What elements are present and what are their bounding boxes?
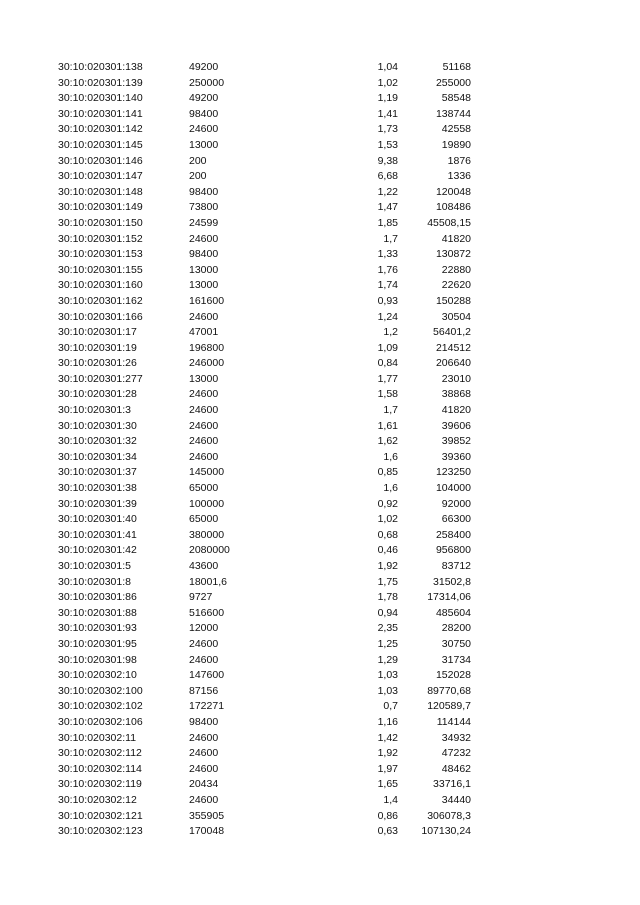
cadastral-number-cell: 30:10:020301:41 [58, 528, 137, 541]
coefficient-cell: 0,7 [383, 700, 398, 713]
table-row [0, 372, 640, 388]
cadastral-number-cell: 30:10:020301:86 [58, 591, 137, 604]
table-row [0, 497, 640, 513]
result-cell: 104000 [435, 482, 471, 495]
table-row [0, 185, 640, 201]
value-cell: 24599 [189, 216, 219, 229]
coefficient-cell: 0,86 [377, 809, 398, 822]
coefficient-cell: 0,92 [377, 497, 398, 510]
table-row [0, 465, 640, 481]
result-cell: 39852 [441, 435, 471, 448]
table-row [0, 793, 640, 809]
result-cell: 114144 [436, 715, 471, 728]
coefficient-cell: 0,94 [377, 606, 398, 619]
coefficient-cell: 1,42 [377, 731, 398, 744]
coefficient-cell: 1,6 [383, 482, 398, 495]
table-row [0, 559, 640, 575]
value-cell: 24600 [189, 388, 219, 401]
result-cell: 47232 [441, 747, 471, 760]
coefficient-cell: 1,65 [377, 778, 398, 791]
value-cell: 24600 [189, 731, 219, 744]
coefficient-cell: 1,62 [377, 435, 398, 448]
cadastral-number-cell: 30:10:020301:93 [58, 622, 137, 635]
cadastral-number-cell: 30:10:020301:3 [58, 404, 131, 417]
table-row [0, 590, 640, 606]
table-row [0, 341, 640, 357]
result-cell: 58548 [441, 92, 471, 105]
table-row [0, 575, 640, 591]
result-cell: 42558 [441, 123, 471, 136]
cadastral-number-cell: 30:10:020301:98 [58, 653, 137, 666]
value-cell: 196800 [189, 341, 225, 354]
value-cell: 49200 [189, 92, 219, 105]
cadastral-number-cell: 30:10:020301:5 [58, 560, 131, 572]
coefficient-cell: 1,25 [377, 637, 398, 650]
coefficient-cell: 1,02 [377, 76, 398, 89]
cadastral-number-cell: 30:10:020301:32 [58, 435, 137, 448]
table-row [0, 450, 640, 466]
cadastral-number-cell: 30:10:020302:102 [58, 700, 143, 713]
coefficient-cell: 1,73 [377, 123, 398, 136]
result-cell: 39360 [441, 450, 471, 463]
result-cell: 45508,15 [427, 216, 471, 229]
table-row [0, 356, 640, 372]
cadastral-number-cell: 30:10:020302:106 [58, 715, 143, 728]
value-cell: 12000 [189, 622, 219, 635]
coefficient-cell: 1,85 [377, 216, 398, 229]
cadastral-number-cell: 30:10:020301:160 [58, 279, 143, 292]
coefficient-cell: 1,22 [377, 185, 398, 198]
result-cell: 206640 [435, 357, 471, 370]
value-cell: 147600 [189, 669, 225, 682]
value-cell: 24600 [189, 404, 219, 417]
table-row [0, 621, 640, 637]
value-cell: 87156 [189, 684, 219, 697]
cadastral-number-cell: 30:10:020301:277 [58, 372, 143, 385]
cadastral-number-cell: 30:10:020301:95 [58, 637, 137, 650]
cadastral-number-cell: 30:10:020301:141 [58, 107, 143, 120]
table-row [0, 294, 640, 310]
coefficient-cell: 1,58 [377, 388, 398, 401]
spreadsheet-table [0, 60, 640, 840]
cadastral-number-cell: 30:10:020302:123 [58, 825, 143, 838]
cadastral-number-cell: 30:10:020301:150 [58, 216, 143, 229]
cadastral-number-cell: 30:10:020301:148 [58, 185, 143, 198]
table-row [0, 809, 640, 825]
coefficient-cell: 2,35 [377, 622, 398, 635]
value-cell: 65000 [189, 482, 219, 495]
cadastral-number-cell: 30:10:020301:19 [58, 341, 137, 354]
cadastral-number-cell: 30:10:020302:10 [58, 669, 137, 682]
coefficient-cell: 1,7 [383, 232, 398, 245]
coefficient-cell: 1,33 [377, 248, 398, 261]
result-cell: 107130,24 [421, 825, 471, 838]
table-row [0, 91, 640, 107]
result-cell: 1336 [447, 170, 471, 183]
result-cell: 92000 [441, 497, 471, 510]
coefficient-cell: 0,85 [377, 466, 398, 479]
result-cell: 150288 [435, 294, 471, 307]
value-cell: 13000 [189, 372, 219, 385]
coefficient-cell: 1,47 [377, 201, 398, 214]
result-cell: 485604 [435, 606, 471, 619]
result-cell: 38868 [441, 388, 471, 401]
cadastral-number-cell: 30:10:020301:34 [58, 450, 137, 463]
result-cell: 30750 [441, 637, 471, 650]
result-cell: 66300 [441, 513, 471, 526]
cadastral-number-cell: 30:10:020301:8 [58, 575, 131, 588]
result-cell: 83712 [441, 560, 471, 572]
table-row [0, 200, 640, 216]
cadastral-number-cell: 30:10:020301:149 [58, 201, 143, 214]
cadastral-number-cell: 30:10:020301:166 [58, 310, 143, 323]
cadastral-number-cell: 30:10:020302:112 [58, 747, 142, 760]
coefficient-cell: 9,38 [377, 154, 398, 167]
value-cell: 24600 [189, 793, 219, 806]
value-cell: 200 [189, 170, 207, 183]
value-cell: 13000 [189, 279, 219, 292]
value-cell: 24600 [189, 637, 219, 650]
cadastral-number-cell: 30:10:020301:138 [58, 61, 143, 73]
table-row [0, 60, 640, 76]
value-cell: 18001,6 [189, 575, 227, 588]
value-cell: 9727 [189, 591, 213, 604]
table-row [0, 543, 640, 559]
value-cell: 24600 [189, 419, 219, 432]
result-cell: 30504 [441, 310, 471, 323]
result-cell: 41820 [441, 232, 471, 245]
table-row [0, 310, 640, 326]
value-cell: 24600 [189, 232, 219, 245]
value-cell: 65000 [189, 513, 219, 526]
value-cell: 24600 [189, 653, 219, 666]
cadastral-number-cell: 30:10:020301:155 [58, 263, 143, 276]
table-row [0, 512, 640, 528]
value-cell: 170048 [189, 825, 225, 838]
table-row [0, 247, 640, 263]
coefficient-cell: 1,76 [377, 263, 398, 276]
result-cell: 28200 [441, 622, 471, 635]
coefficient-cell: 1,24 [377, 310, 398, 323]
coefficient-cell: 1,92 [377, 560, 398, 572]
value-cell: 246000 [189, 357, 225, 370]
result-cell: 306078,3 [427, 809, 471, 822]
table-row [0, 715, 640, 731]
cadastral-number-cell: 30:10:020302:100 [58, 684, 143, 697]
table-row [0, 528, 640, 544]
table-row [0, 216, 640, 232]
table-row [0, 325, 640, 341]
coefficient-cell: 1,03 [377, 669, 398, 682]
table-row [0, 777, 640, 793]
table-row [0, 232, 640, 248]
result-cell: 48462 [441, 762, 471, 775]
result-cell: 34440 [441, 793, 471, 806]
coefficient-cell: 1,4 [383, 793, 398, 806]
cadastral-number-cell: 30:10:020301:38 [58, 482, 137, 495]
cadastral-number-cell: 30:10:020301:17 [58, 326, 137, 339]
cadastral-number-cell: 30:10:020302:11 [58, 731, 137, 744]
coefficient-cell: 1,16 [377, 715, 398, 728]
value-cell: 355905 [189, 809, 225, 822]
value-cell: 172271 [189, 700, 225, 713]
coefficient-cell: 0,63 [377, 825, 398, 838]
value-cell: 2080000 [189, 544, 230, 557]
cadastral-number-cell: 30:10:020301:142 [58, 123, 143, 136]
result-cell: 51168 [442, 61, 471, 73]
value-cell: 24600 [189, 762, 219, 775]
cadastral-number-cell: 30:10:020301:42 [58, 544, 137, 557]
result-cell: 22880 [441, 263, 471, 276]
value-cell: 98400 [189, 248, 219, 261]
table-row [0, 138, 640, 154]
coefficient-cell: 1,2 [383, 326, 398, 339]
value-cell: 380000 [189, 528, 225, 541]
table-row [0, 154, 640, 170]
table-row [0, 481, 640, 497]
coefficient-cell: 0,46 [377, 544, 398, 557]
cadastral-number-cell: 30:10:020301:145 [58, 138, 143, 151]
value-cell: 200 [189, 154, 207, 167]
cadastral-number-cell: 30:10:020301:146 [58, 154, 143, 167]
value-cell: 24600 [189, 435, 219, 448]
cadastral-number-cell: 30:10:020301:140 [58, 92, 143, 105]
result-cell: 19890 [441, 138, 471, 151]
table-row [0, 403, 640, 419]
value-cell: 24600 [189, 310, 219, 323]
result-cell: 56401,2 [433, 326, 471, 339]
table-row [0, 637, 640, 653]
cadastral-number-cell: 30:10:020301:88 [58, 606, 137, 619]
cadastral-number-cell: 30:10:020301:152 [58, 232, 143, 245]
cadastral-number-cell: 30:10:020301:40 [58, 513, 137, 526]
coefficient-cell: 1,03 [377, 684, 398, 697]
coefficient-cell: 0,68 [377, 528, 398, 541]
result-cell: 23010 [441, 372, 471, 385]
table-row [0, 278, 640, 294]
result-cell: 130872 [435, 248, 471, 261]
value-cell: 20434 [189, 778, 219, 791]
cadastral-number-cell: 30:10:020302:114 [58, 762, 142, 775]
cadastral-number-cell: 30:10:020301:37 [58, 466, 137, 479]
result-cell: 214512 [435, 341, 471, 354]
table-row [0, 419, 640, 435]
table-row [0, 746, 640, 762]
result-cell: 123250 [435, 466, 471, 479]
coefficient-cell: 1,6 [383, 450, 398, 463]
result-cell: 152028 [435, 669, 471, 682]
value-cell: 47001 [189, 326, 219, 339]
cadastral-number-cell: 30:10:020301:139 [58, 76, 143, 89]
value-cell: 250000 [189, 76, 225, 89]
value-cell: 145000 [189, 466, 225, 479]
cadastral-number-cell: 30:10:020301:39 [58, 497, 137, 510]
cadastral-number-cell: 30:10:020301:153 [58, 248, 143, 261]
cadastral-number-cell: 30:10:020301:162 [58, 294, 143, 307]
table-row [0, 731, 640, 747]
result-cell: 22620 [441, 279, 471, 292]
coefficient-cell: 1,61 [377, 419, 398, 432]
value-cell: 98400 [189, 715, 219, 728]
value-cell: 100000 [189, 497, 225, 510]
value-cell: 43600 [189, 560, 219, 572]
table-row [0, 387, 640, 403]
result-cell: 31734 [441, 653, 471, 666]
coefficient-cell: 1,41 [377, 107, 398, 120]
table-row [0, 684, 640, 700]
value-cell: 98400 [189, 185, 219, 198]
table-row [0, 169, 640, 185]
value-cell: 161600 [189, 294, 225, 307]
value-cell: 24600 [189, 450, 219, 463]
value-cell: 73800 [189, 201, 219, 214]
coefficient-cell: 0,84 [377, 357, 398, 370]
coefficient-cell: 6,68 [377, 170, 398, 183]
table-row [0, 107, 640, 123]
coefficient-cell: 1,09 [377, 341, 398, 354]
cadastral-number-cell: 30:10:020301:28 [58, 388, 137, 401]
table-row [0, 606, 640, 622]
coefficient-cell: 1,19 [377, 92, 398, 105]
table-row [0, 76, 640, 92]
result-cell: 138744 [435, 107, 471, 120]
coefficient-cell: 1,02 [377, 513, 398, 526]
table-row [0, 699, 640, 715]
coefficient-cell: 1,7 [383, 404, 398, 417]
coefficient-cell: 1,97 [377, 762, 398, 775]
result-cell: 1876 [447, 154, 471, 167]
result-cell: 34932 [441, 731, 471, 744]
result-cell: 255000 [435, 76, 471, 89]
table-row [0, 824, 640, 840]
result-cell: 956800 [435, 544, 471, 557]
table-row [0, 653, 640, 669]
result-cell: 41820 [441, 404, 471, 417]
coefficient-cell: 1,77 [377, 372, 398, 385]
cadastral-number-cell: 30:10:020301:26 [58, 357, 137, 370]
coefficient-cell: 0,93 [377, 294, 398, 307]
cadastral-number-cell: 30:10:020301:30 [58, 419, 137, 432]
cadastral-number-cell: 30:10:020302:12 [58, 793, 137, 806]
value-cell: 516600 [189, 606, 225, 619]
value-cell: 49200 [189, 61, 219, 73]
result-cell: 108486 [435, 201, 471, 214]
coefficient-cell: 1,75 [377, 575, 398, 588]
table-row [0, 762, 640, 778]
table-row [0, 434, 640, 450]
cadastral-number-cell: 30:10:020301:147 [58, 170, 143, 183]
result-cell: 33716,1 [433, 778, 471, 791]
result-cell: 120589,7 [427, 700, 471, 713]
table-row [0, 668, 640, 684]
result-cell: 31502,8 [433, 575, 471, 588]
result-cell: 89770,68 [427, 684, 471, 697]
table-row [0, 122, 640, 138]
result-cell: 258400 [435, 528, 471, 541]
result-cell: 17314,06 [427, 591, 471, 604]
coefficient-cell: 1,78 [377, 591, 398, 604]
coefficient-cell: 1,92 [377, 747, 398, 760]
coefficient-cell: 1,04 [377, 61, 398, 73]
value-cell: 13000 [189, 138, 219, 151]
value-cell: 98400 [189, 107, 219, 120]
coefficient-cell: 1,29 [377, 653, 398, 666]
coefficient-cell: 1,53 [377, 138, 398, 151]
cadastral-number-cell: 30:10:020302:121 [58, 809, 143, 822]
value-cell: 24600 [189, 123, 219, 136]
coefficient-cell: 1,74 [377, 279, 398, 292]
table-row [0, 263, 640, 279]
value-cell: 13000 [189, 263, 219, 276]
cadastral-number-cell: 30:10:020302:119 [58, 778, 142, 791]
value-cell: 24600 [189, 747, 219, 760]
result-cell: 39606 [441, 419, 471, 432]
result-cell: 120048 [435, 185, 471, 198]
